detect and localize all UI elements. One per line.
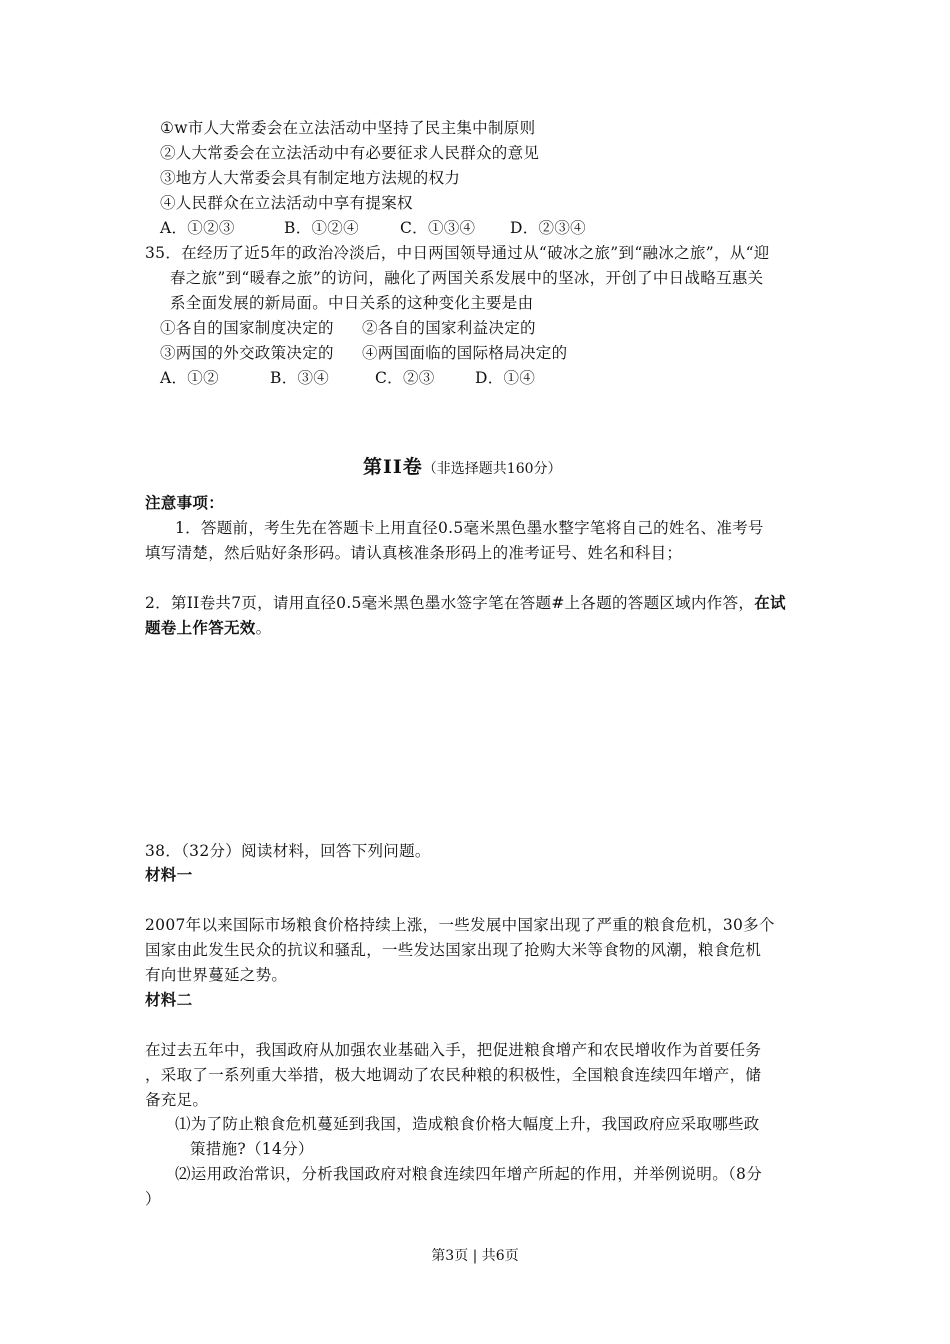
notes-item-2-line-1	[145, 593, 786, 613]
q38-material-1-line-1: 2007年以来国际市场粮食价格持续上涨，一些发展中国家出现了严重的粮食危机，30多个	[145, 916, 775, 934]
q38-sub-2-line-2: ）	[145, 1190, 161, 1208]
page-footer: 第3页 | 共6页	[431, 1248, 519, 1264]
notes-item-1-line-2: 填写清楚，然后贴好条形码。请认真核准条形码上的准考证号、姓名和科目；	[145, 544, 683, 562]
notes-item-2-end: 。	[255, 619, 272, 637]
section-title-main: 第II卷	[363, 456, 423, 478]
notes-item-1-line-1: 1．答题前，考生先在答题卡上用直径0.5毫米黑色墨水整字笔将自己的姓名、准考号	[175, 519, 764, 537]
q35-stem-line-3: 系全面发展的新局面。中日关系的这种变化主要是由	[170, 294, 534, 312]
q38-material-1-line-2: 国家由此发生民众的抗议和骚乱，一些发达国家出现了抢购大米等食物的风潮，粮食危机	[145, 941, 762, 959]
q38-sub-1-line-2: 策措施?（14分）	[190, 1140, 314, 1158]
q34-item-4: ④人民群众在立法活动中享有提案权	[160, 194, 413, 212]
notes-item-2-bold-1: 在试	[754, 593, 786, 612]
q35-stem-line-2: 春之旅”到“暖春之旅”的访问，融化了两国关系发展中的坚冰，开创了中日战略互惠关	[170, 269, 764, 287]
q38-sub-1-line-1: ⑴为了防止粮食危机蔓延到我国，造成粮食价格大幅度上升，我国政府应采取哪些政	[175, 1115, 760, 1133]
q38-sub-2-line-1: ⑵运用政治常识，分析我国政府对粮食连续四年增产所起的作用，并举例说明。（8分	[175, 1165, 763, 1183]
q34-item-3: ③地方人大常委会具有制定地方法规的权力	[160, 169, 461, 187]
section-title	[363, 452, 562, 479]
q34-option-b: B．①②④	[284, 219, 359, 237]
q38-material-1-label: 材料一	[145, 865, 193, 884]
notes-item-2-line-2	[145, 618, 271, 638]
q35-option-a: A．①②	[160, 369, 219, 387]
q34-option-c: C．①③④	[400, 219, 476, 237]
q38-material-1-line-3: 有向世界蔓延之势。	[145, 966, 288, 984]
q38-material-2-line-1: 在过去五年中，我国政府从加强农业基础入手，把促进粮食增产和农民增收作为首要任务	[145, 1041, 762, 1059]
q35-option-b: B．③④	[270, 369, 330, 387]
section-title-sub: （非选择题共160分）	[422, 461, 562, 477]
notes-item-2-text: 2．第II卷共7页，请用直径0.5毫米黑色墨水签字笔在答题#上各题的答题区域内作答，	[145, 594, 755, 612]
q35-stem-line-1: 35．在经历了近5年的政治冷淡后，中日两国领导通过从“破冰之旅”到“融冰之旅”，从“迎	[145, 244, 770, 262]
notes-item-2-bold-2: 题卷上作答无效	[145, 618, 256, 637]
q35-option-d: D．①④	[475, 369, 536, 387]
q38-material-2-line-2: ，采取了一系列重大举措，极大地调动了农民种粮的积极性，全国粮食连续四年增产，储	[145, 1066, 762, 1084]
q35-item-3: ③两国的外交政策决定的	[160, 344, 334, 362]
q34-item-1: ①w市人大常委会在立法活动中坚持了民主集中制原则	[160, 119, 536, 137]
q38-stem: 38．（32分）阅读材料，回答下列问题。	[145, 842, 431, 860]
q34-option-a: A．①②③	[160, 219, 235, 237]
q38-material-2-line-3: 备充足。	[145, 1091, 209, 1109]
q38-material-2-label: 材料二	[145, 990, 193, 1009]
q35-item-2: ②各自的国家利益决定的	[362, 319, 536, 337]
q35-item-4: ④两国面临的国际格局决定的	[362, 344, 568, 362]
q35-option-c: C．②③	[375, 369, 435, 387]
q34-option-d: D．②③④	[510, 219, 586, 237]
q34-item-2: ②人大常委会在立法活动中有必要征求人民群众的意见	[160, 144, 540, 162]
q35-item-1: ①各自的国家制度决定的	[160, 319, 334, 337]
notes-heading: 注意事项：	[145, 493, 225, 512]
